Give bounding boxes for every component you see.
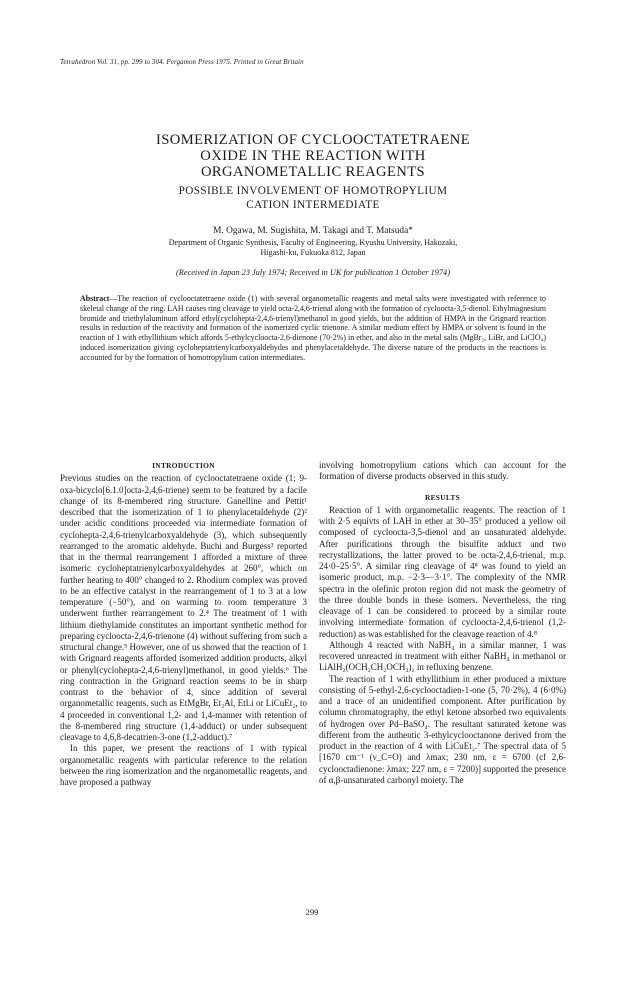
page-number: 299	[305, 907, 319, 917]
section-spacer	[319, 483, 566, 492]
received-dates: (Received in Japan 23 July 1974; Received in UK for publication 1 October 1974)	[176, 268, 450, 277]
article-subtitle	[60, 184, 566, 212]
body-paragraph: Although 4 reacted with NaBH₄ in a similar manner, 1 was recovered unreacted in treatment with either NaBH₄ in methanol or LiAlH₂(OCH₂CH₂OCH₃)₂ in refluxing benzene.	[319, 639, 566, 673]
affiliation-line: Higashi-ku, Fukuoka 812, Japan	[260, 248, 366, 257]
title-block	[60, 132, 566, 277]
title-line: ORGANOMETALLIC REAGENTS	[200, 164, 426, 180]
running-head: Tetrahedron Vol. 31, pp. 299 to 304. Pergamon Press 1975. Printed in Great Britain	[60, 58, 304, 66]
abstract-text: —The reaction of cyclooctatetraene oxide (1) with several organometallic reagents and metal salts were investigated with reference to skeletal change of the ring. LAH causes ring cleavage to yield octa-2,4,6-trienal along with the formation of cycloocta-3,5-dienol. Ethylmagnesium bromide and triethylaluminum afford ethyl(cyclohepta-2,4,6-trienyl)methanol in good yields, but the addition of HMPA in the Grignard reaction results in reduction of the reactivity and formation of the isomerized cyclic trienone. A similar medium effect by HMPA or solvent is found in the reaction of 1 with ethyllithium which affords 5-ethylcycloocta-2,6-dienone (70·2%) in ether, and also in the metal salts (MgBr₂, LiBr, and LiClO₄) induced isomerization giving cycloheptatrienylcarboxyaldehydes and phenylacetaldehyde. The diverse nature of the products in the reactions is accounted for by the formation of homotropylium cation intermediates.	[80, 294, 546, 362]
affiliation-line: Department of Organic Synthesis, Faculty of Engineering, Kyushu University, Hakozaki,	[168, 238, 458, 247]
section-heading-introduction: INTRODUCTION	[152, 461, 215, 470]
author-list: M. Ogawa, M. Sugishita, M. Takagi and T. Matsuda*	[213, 226, 413, 236]
right-column	[319, 460, 566, 786]
section-heading-results: RESULTS	[424, 492, 461, 502]
title-line: ISOMERIZATION OF CYCLOOCTATETRAENE	[155, 132, 471, 148]
abstract	[80, 294, 546, 363]
subtitle-line: POSSIBLE INVOLVEMENT OF HOMOTROPYLIUM	[178, 185, 448, 197]
article-title	[60, 132, 566, 180]
abstract-label: Abstract	[80, 294, 110, 303]
body-paragraph: The reaction of 1 with ethyllithium in ether produced a mixture consisting of 5-ethyl-2,6-cyclooctadien-1-one (5, 70·2%), 4 (6·0%) and a trace of an unidentified component. After purification by column chromatography, the ethyl ketone absorbed two equivalents of hydrogen over Pd–BaSO₄. The resultant saturated ketone was different from the authentic 3-ethylcyclooctanone derived from the product in the reaction of 4 with LiCuEt₂.⁷ The spectral data of 5 [1670 cm⁻¹ (ν_C=O) and λmax; 230 nm, ε = 6700 (cf 2,6-cyclooctadienone: λmax; 227 nm, ε = 7200)] supported the presence of α,β-unsaturated carbonyl moiety. The	[319, 673, 566, 785]
body-paragraph: Reaction of 1 with organometallic reagents. The reaction of 1 with 2·5 equivts of LAH in ether at 30–35° produced a yellow oil composed of cycloocta-3,5-dienol and an unsaturated aldehyde. After purifications through the bisulfite adduct and two recrystallizations, the latter proved to be octa-2,4,6-trienal, m.p. 24·0–25·5°. A similar ring cleavage of 4⁸ was found to yield an isomeric product, m.p. −2·3–−3·1°. The complexity of the NMR spectra in the olefinic proton region did not mask the geometry of the three double bonds in these isomers. Nevertheless, the ring cleavage of 1 can be considered to proceed by a similar route involving intermediate formation of cycloocta-2,4,6-trienol (1,2-reduction) as was established for the cleavage reaction of 4.⁸	[319, 504, 566, 639]
affiliation	[60, 238, 566, 258]
title-line: OXIDE IN THE REACTION WITH	[200, 148, 426, 164]
body-paragraph: Previous studies on the reaction of cyclooctatetraene oxide (1; 9-oxa-bicyclo[6.1.0]octa-2,4,6-triene) seem to be featured by a facile change of its 8-membered ring structure. Ganelline and Pettit¹ described that the isomerization of 1 to phenylacetaldehyde (2)² under acidic conditions proceeded via intermediate formation of cyclohepta-2,4,6-trienylcarboxyaldehyde (3), which subsequently rearranged to the aromatic aldehyde. Buchi and Burgess³ reported that in the thermal rearrangement 1 afforded a mixture of three isomeric cycloheptatrienylcarboxyaldehydes at 260°, which on further heating to 400° changed to 2. Rhodium complex was proved to be an effective catalyst in the rearrangement of 1 to 3 at a low temperature (−50°), and on warming to room temperature 3 underwent further rearrangement to 2.⁴ The treatment of 1 with lithium diethylamide constitutes an important synthetic method for preparing cycloocta-2,4,6-trienone (4) without suffering from such a structural change.⁵ However, one of us showed that the reaction of 1 with Grignard reagents afforded isomerized addition products, alkyl or phenyl(cyclohepta-2,4,6-trienyl)methanol, in good yields.⁶ The ring contraction in the Grignard reaction seems to be in sharp contrast to the behavior of 4, since addition of several organometallic reagents, such as EtMgBr, Et₃Al, EtLi or LiCuEt₂, to 4 proceeded in conventional 1,2- and 1,4-manner with retention of the 8-membered ring structure (1,4-adduct) or under subsequent cleavage to 4,6,8-decatrien-3-one (1,2-adduct).⁷	[60, 473, 307, 742]
subtitle-line: CATION INTERMEDIATE	[246, 199, 380, 211]
left-column	[60, 460, 307, 788]
body-paragraph-continued: involving homotropylium cations which can account for the formation of diverse products observed in this study.	[319, 460, 566, 482]
body-paragraph: In this paper, we present the reactions of 1 with typical organometallic reagents with particular reference to the relation between the ring isomerization and the organometallic reagents, and have proposed a pathway	[60, 743, 307, 787]
